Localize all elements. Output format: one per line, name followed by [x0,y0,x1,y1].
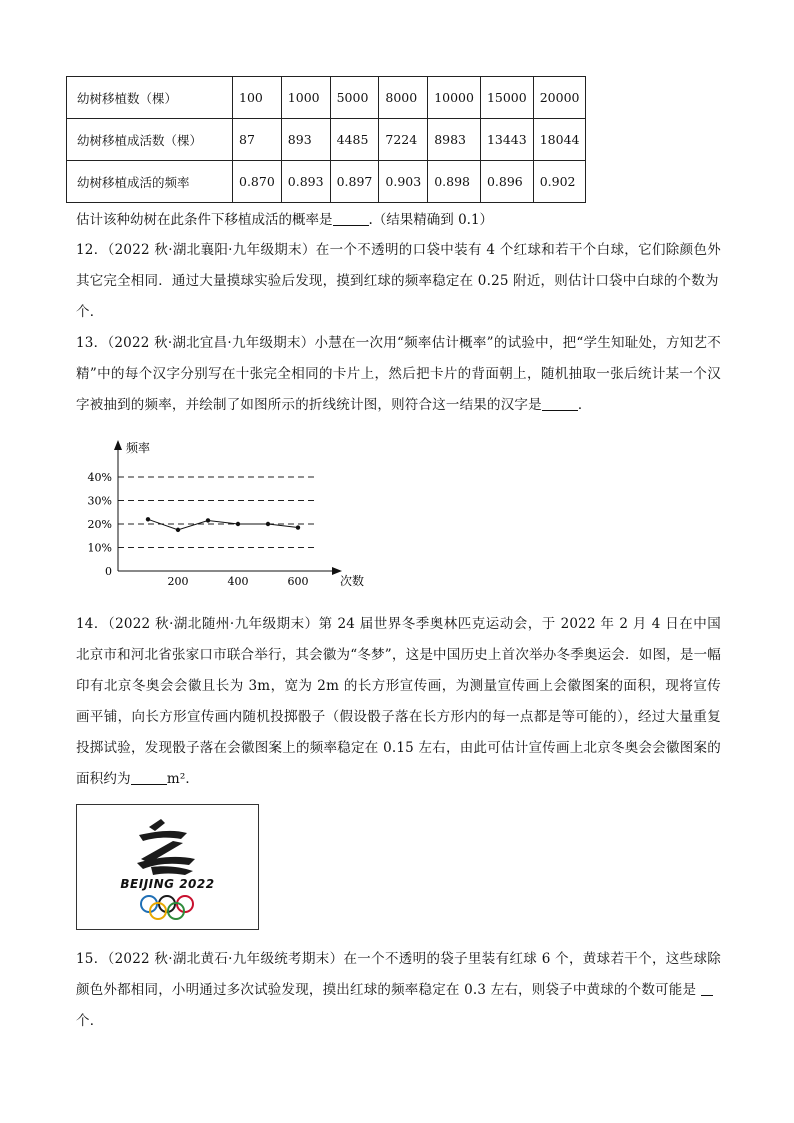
table-row [67,119,586,161]
question-14 [76,609,721,795]
x-tick-label: 200 [167,575,189,588]
table-cell: 87 [233,119,282,161]
q14-text: 14．（2022 秋·湖北随州·九年级期末）第 24 届世界冬季奥林匹克运动会，于 2022 年 2 月 4 日在中国北京市和河北省张家口市联合举行，其会徽为“冬梦”，这是中国历史上首次举办冬季奥运会．如图，是一幅印有北京冬奥会会徽且长为 3m，宽为 2m 的长方形宣传画，为测量宣传画上会徽图案的面积，现将宣传画平铺，向长方形宣传画内随机投掷骰子（假设骰子落在长方形内的每一点都是等可能的），经过大量重复投掷试验，发现骰子落在会徽图案上的频率稳定在 0.15 左右，由此可估计宣传画上北京冬奥会会徽图案的面积约为 [76,616,721,787]
q14-unit: m²． [166,771,200,787]
data-point [236,522,240,526]
q15-blank [701,981,713,996]
table-cell: 10000 [428,77,481,119]
q12-text: 12．（2022 秋·湖北襄阳·九年级期末）在一个不透明的口袋中装有 4 个红球和若干个白球，它们除颜色外其它完全相同．通过大量摸球实验后发现，摸到红球的频率稳定在 0.25 附近，则估计口袋中白球的个数为 [76,242,721,289]
table-cell: 0.893 [281,161,330,203]
q11-blank [333,211,369,226]
y-tick-label: 40% [87,471,112,484]
y-tick-label: 20% [87,518,112,531]
transplant-table [66,76,586,203]
q13-text: 13．（2022 秋·湖北宜昌·九年级期末）小慧在一次用“频率估计概率”的试验中，把“学生知耻处，方知艺不精”中的每个汉字分别写在十张完全相同的卡片上，然后把卡片的背面朝上，随机抽取一张后统计某一个汉字被抽到的频率，并绘制了如图所示的折线统计图，则符合这一结果的汉字是 [76,335,721,413]
table-cell: 18044 [533,119,586,161]
q15-text: 15．（2022 秋·湖北黄石·九年级统考期末）在一个不透明的袋子里装有红球 6 个，黄球若干个，这些球除颜色外都相同，小明通过多次试验发现，摸出红球的频率稳定在 0.3 左右，则袋子中黄球的个数可能是 [76,951,721,998]
table-cell: 893 [281,119,330,161]
y-tick-label: 0 [105,565,112,578]
q14-blank [131,770,167,785]
q11-tail [76,210,493,230]
table-row [67,161,586,203]
row-label: 幼树移植数（棵） [67,77,233,119]
series-line [148,519,298,530]
y-axis-arrow [114,440,122,450]
table-cell: 0.897 [330,161,379,203]
question-13 [76,328,721,421]
data-point [146,517,150,521]
q13-blank [542,396,578,411]
table-cell: 0.870 [233,161,282,203]
q12-text-end: 个． [76,304,104,320]
table-cell: 0.898 [428,161,481,203]
question-12 [76,235,721,328]
y-tick-label: 10% [87,541,112,555]
q13-end: ． [577,397,592,413]
data-point [176,528,180,532]
beijing-2022-poster [76,804,259,930]
table-cell: 15000 [480,77,533,119]
table-cell: 0.896 [480,161,533,203]
data-point [296,525,300,529]
data-point [206,518,210,522]
q15-end: 个． [76,1013,104,1029]
winter-dream-emblem [77,805,258,929]
table-cell: 0.903 [379,161,428,203]
table-cell: 7224 [379,119,428,161]
y-axis-label: 频率 [126,441,151,455]
row-label: 幼树移植成活的频率 [67,161,233,203]
y-tick-label: 30% [87,494,112,508]
x-axis-label: 次数 [340,574,365,588]
data-point [266,522,270,526]
frequency-line-chart [80,436,370,591]
table-cell: 0.902 [533,161,586,203]
table-cell: 20000 [533,77,586,119]
table-row [67,77,586,119]
table-cell: 8983 [428,119,481,161]
row-label: 幼树移植成活数（棵） [67,119,233,161]
table-cell: 100 [233,77,282,119]
table-cell: 13443 [480,119,533,161]
x-tick-label: 600 [287,575,309,588]
x-tick-label: 400 [227,575,249,588]
table-cell: 8000 [379,77,428,119]
table-cell: 5000 [330,77,379,119]
q11-text-after: .（结果精确到 0.1） [368,212,494,228]
table-cell: 1000 [281,77,330,119]
table-cell: 4485 [330,119,379,161]
question-15 [76,944,721,1037]
emblem-wordmark: BEIJING 2022 [120,877,215,891]
q11-text: 估计该种幼树在此条件下移植成活的概率是 [76,212,333,228]
